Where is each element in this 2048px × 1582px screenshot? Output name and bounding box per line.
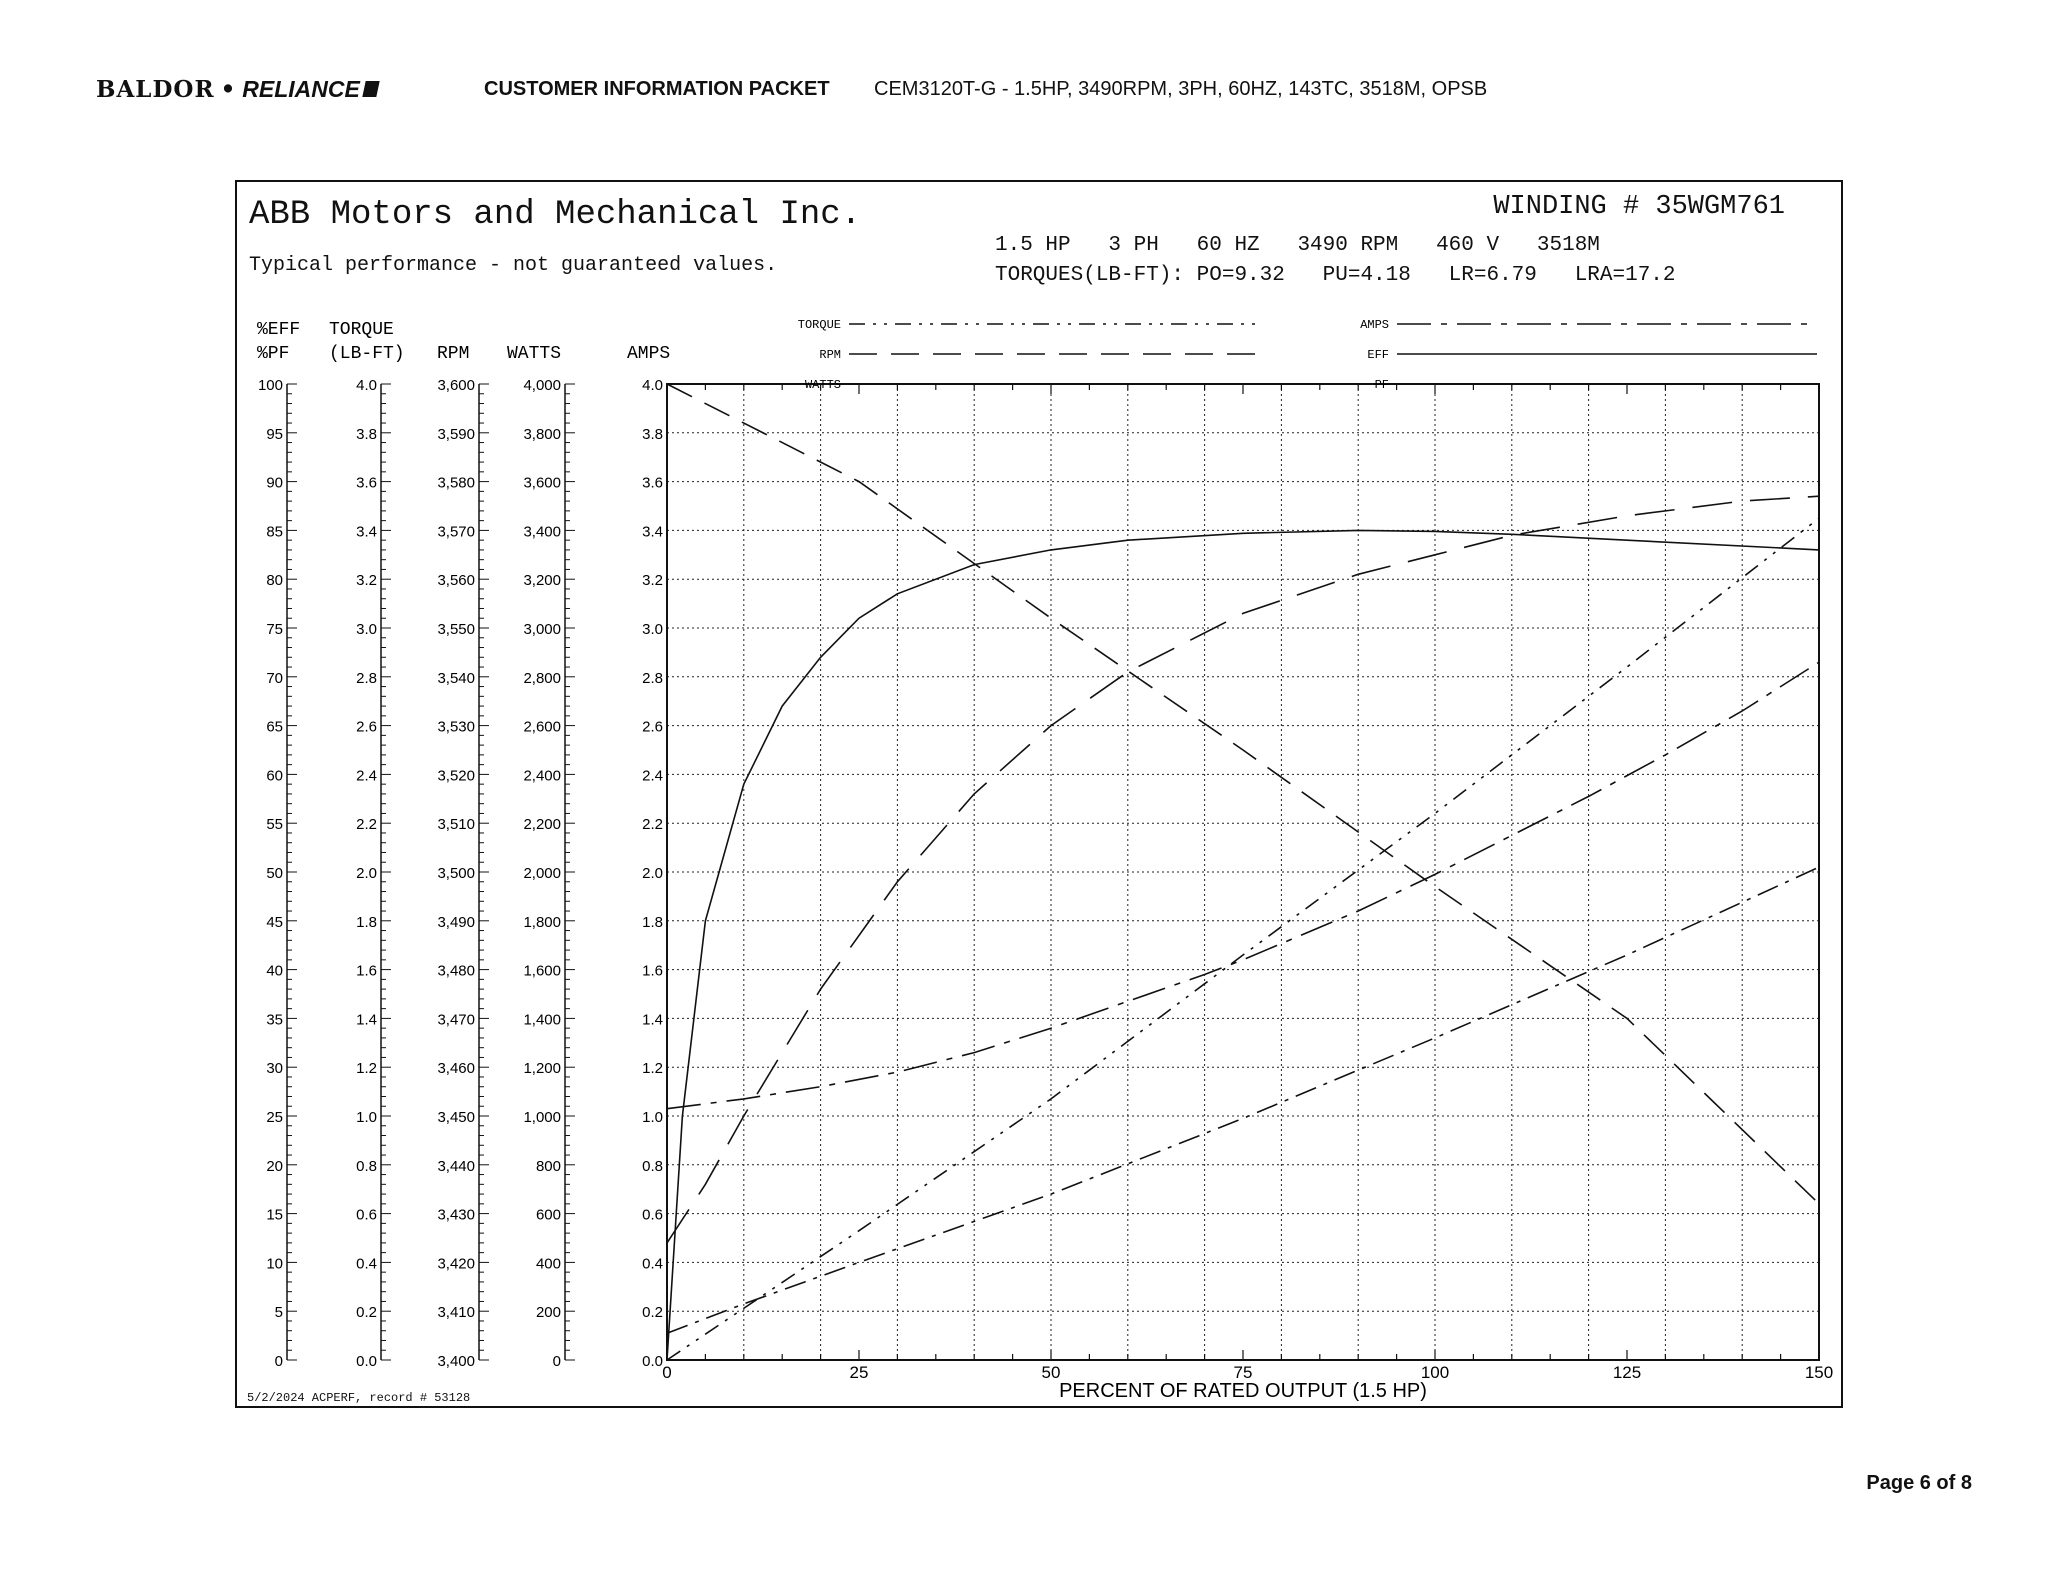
scale-label-eff: 75 xyxy=(266,621,283,638)
brand-reliance: RELIANCE xyxy=(242,75,360,102)
scale-label-rpm: 3,540 xyxy=(437,669,475,687)
scale-label-rpm: 3,600 xyxy=(437,377,475,394)
scale-label-rpm: 3,530 xyxy=(437,718,475,736)
scale-label-rpm: 3,460 xyxy=(437,1060,475,1078)
scale-label-eff: 90 xyxy=(266,474,283,492)
scale-label-eff: 85 xyxy=(266,523,283,541)
scale-label-rpm: 3,570 xyxy=(437,523,475,541)
scale-label-torque: 0.4 xyxy=(356,1255,377,1273)
scale-label-watts: 3,600 xyxy=(523,474,561,492)
scale-label-eff: 30 xyxy=(266,1060,283,1078)
scale-label-watts: 400 xyxy=(535,1255,561,1273)
x-tick-label: 25 xyxy=(849,1363,869,1382)
x-tick-label: 150 xyxy=(1804,1363,1834,1382)
scale-label-torque: 3.0 xyxy=(356,621,377,638)
scale-label-watts: 2,600 xyxy=(523,718,561,736)
scale-label-torque: 1.4 xyxy=(356,1011,377,1029)
scale-label-amps: 3.0 xyxy=(642,621,663,638)
scale-label-eff: 60 xyxy=(266,767,283,785)
scale-label-rpm: 3,480 xyxy=(437,962,475,980)
scale-label-watts: 1,200 xyxy=(523,1060,561,1078)
scale-label-eff: 45 xyxy=(266,913,283,931)
scale-label-amps: 0.0 xyxy=(642,1353,663,1370)
scale-label-torque: 1.0 xyxy=(356,1109,377,1126)
scale-label-amps: 0.6 xyxy=(642,1206,663,1224)
scale-label-torque: 2.8 xyxy=(356,669,377,687)
scale-label-amps: 3.4 xyxy=(642,523,663,541)
scale-header-rpm: RPM xyxy=(437,344,470,364)
scale-label-eff: 20 xyxy=(266,1157,283,1175)
series-amps-line xyxy=(667,662,1819,1108)
scale-label-rpm: 3,560 xyxy=(437,572,475,590)
scale-label-rpm: 3,440 xyxy=(437,1157,475,1175)
winding-number: WINDING # 35WGM761 xyxy=(1493,192,1785,222)
scale-label-torque: 3.4 xyxy=(356,523,377,541)
scale-label-torque: 2.6 xyxy=(356,718,377,736)
scale-label-watts: 200 xyxy=(535,1304,561,1322)
scale-label-torque: 2.2 xyxy=(356,816,377,834)
scale-label-torque: 1.6 xyxy=(356,962,377,980)
scale-label-amps: 1.6 xyxy=(642,962,663,980)
x-axis-title: PERCENT OF RATED OUTPUT (1.5 HP) xyxy=(1059,1380,1427,1402)
scale-label-eff: 70 xyxy=(266,669,283,687)
scale-label-eff: 0 xyxy=(274,1353,283,1370)
scale-label-rpm: 3,410 xyxy=(437,1304,475,1322)
scale-label-rpm: 3,490 xyxy=(437,913,475,931)
typical-note: Typical performance - not guaranteed values. xyxy=(249,254,778,277)
scale-label-torque: 3.2 xyxy=(356,572,377,590)
scale-label-amps: 3.8 xyxy=(642,425,663,443)
packet-title: CUSTOMER INFORMATION PACKET xyxy=(484,77,830,100)
scale-label-torque: 0.0 xyxy=(356,1353,377,1370)
scale-label-amps: 3.6 xyxy=(642,474,663,492)
scale-label-watts: 800 xyxy=(535,1157,561,1175)
scale-label-amps: 2.8 xyxy=(642,669,663,687)
x-tick-label: 125 xyxy=(1612,1363,1642,1382)
scale-label-eff: 95 xyxy=(266,425,283,443)
scale-label-amps: 1.2 xyxy=(642,1060,663,1078)
scale-label-watts: 600 xyxy=(535,1206,561,1224)
scale-label-rpm: 3,500 xyxy=(437,865,475,882)
scale-label-torque: 1.8 xyxy=(356,913,377,931)
x-tick-label: 0 xyxy=(662,1363,672,1382)
series-rpm-line xyxy=(667,384,1819,1204)
scale-label-watts: 2,400 xyxy=(523,767,561,785)
brand-baldor: BALDOR xyxy=(96,75,215,103)
record-note: 5/2/2024 ACPERF, record # 53128 xyxy=(247,1391,471,1405)
legend-label-torque: TORQUE xyxy=(797,318,841,332)
scale-label-rpm: 3,550 xyxy=(437,621,475,638)
scale-label-watts: 3,400 xyxy=(523,523,561,541)
model-line: CEM3120T-G - 1.5HP, 3490RPM, 3PH, 60HZ, 143TC, 3518M, OPSB xyxy=(874,77,1488,100)
scale-label-amps: 1.0 xyxy=(642,1109,663,1126)
performance-chart-panel xyxy=(235,180,1843,1408)
scale-label-watts: 1,600 xyxy=(523,962,561,980)
scale-label-torque: 4.0 xyxy=(356,377,377,394)
scale-header-torque: (LB-FT) xyxy=(329,344,405,364)
scale-label-watts: 2,800 xyxy=(523,669,561,687)
scale-label-amps: 2.6 xyxy=(642,718,663,736)
company-name: ABB Motors and Mechanical Inc. xyxy=(249,196,862,234)
brand-mark-icon xyxy=(362,81,379,97)
brand-logo xyxy=(96,74,378,104)
scale-label-torque: 2.0 xyxy=(356,865,377,882)
scale-label-rpm: 3,520 xyxy=(437,767,475,785)
scale-label-rpm: 3,580 xyxy=(437,474,475,492)
x-tick-label: 100 xyxy=(1420,1363,1450,1382)
scale-label-watts: 2,200 xyxy=(523,816,561,834)
scale-header-eff: %PF xyxy=(257,344,290,364)
legend-label-amps: AMPS xyxy=(1360,318,1389,332)
series-watts-line xyxy=(667,867,1819,1333)
scale-header-watts: WATTS xyxy=(507,344,562,364)
scale-label-rpm: 3,510 xyxy=(437,816,475,834)
scale-label-rpm: 3,450 xyxy=(437,1109,475,1126)
scale-label-torque: 1.2 xyxy=(356,1060,377,1078)
scale-label-watts: 1,800 xyxy=(523,913,561,931)
legend-label-pf: PF xyxy=(1374,378,1389,392)
series-eff-line xyxy=(667,530,1819,1360)
scale-label-amps: 2.0 xyxy=(642,865,663,882)
scale-header-torque: TORQUE xyxy=(329,320,394,340)
scale-label-torque: 0.2 xyxy=(356,1304,377,1322)
x-tick-label: 75 xyxy=(1233,1363,1253,1382)
scale-label-watts: 3,200 xyxy=(523,572,561,590)
scale-header-eff: %EFF xyxy=(257,320,301,340)
scale-label-eff: 65 xyxy=(266,718,283,736)
scale-label-watts: 1,000 xyxy=(523,1109,561,1126)
scale-label-rpm: 3,420 xyxy=(437,1255,475,1273)
scale-label-eff: 100 xyxy=(257,377,283,394)
torque-values: TORQUES(LB-FT): PO=9.32 PU=4.18 LR=6.79 LRA=17.2 xyxy=(995,264,1676,287)
scale-label-amps: 0.4 xyxy=(642,1255,663,1273)
scale-label-watts: 4,000 xyxy=(523,377,561,394)
performance-chart xyxy=(237,182,1841,1406)
scale-label-eff: 15 xyxy=(266,1206,283,1224)
scale-label-torque: 3.6 xyxy=(356,474,377,492)
scale-label-eff: 80 xyxy=(266,572,283,590)
scale-label-amps: 2.4 xyxy=(642,767,663,785)
series-torque-line xyxy=(667,518,1819,1360)
scale-label-watts: 3,000 xyxy=(523,621,561,638)
series-pf-line xyxy=(667,496,1819,1243)
scale-label-amps: 1.4 xyxy=(642,1011,663,1029)
scale-label-eff: 40 xyxy=(266,962,283,980)
scale-label-eff: 35 xyxy=(266,1011,283,1029)
motor-specs: 1.5 HP 3 PH 60 HZ 3490 RPM 460 V 3518M xyxy=(995,234,1600,257)
x-tick-label: 50 xyxy=(1041,1363,1061,1382)
scale-label-rpm: 3,470 xyxy=(437,1011,475,1029)
scale-label-eff: 50 xyxy=(266,865,283,882)
scale-label-watts: 1,400 xyxy=(523,1011,561,1029)
scale-label-amps: 0.2 xyxy=(642,1304,663,1322)
scale-label-amps: 4.0 xyxy=(642,377,663,394)
legend-label-eff: EFF xyxy=(1367,348,1389,362)
scale-label-eff: 55 xyxy=(266,816,283,834)
scale-label-eff: 25 xyxy=(266,1109,283,1126)
brand-separator: • xyxy=(220,75,237,103)
legend-label-rpm: RPM xyxy=(819,348,841,362)
scale-label-eff: 5 xyxy=(274,1304,283,1322)
legend-label-watts: WATTS xyxy=(804,378,841,392)
scale-label-torque: 3.8 xyxy=(356,425,377,443)
scale-label-torque: 2.4 xyxy=(356,767,377,785)
scale-label-rpm: 3,590 xyxy=(437,425,475,443)
scale-header-amps: AMPS xyxy=(627,344,671,364)
scale-label-amps: 3.2 xyxy=(642,572,663,590)
scale-label-watts: 2,000 xyxy=(523,865,561,882)
scale-label-rpm: 3,400 xyxy=(437,1353,475,1370)
scale-label-amps: 2.2 xyxy=(642,816,663,834)
scale-label-amps: 1.8 xyxy=(642,913,663,931)
scale-label-torque: 0.8 xyxy=(356,1157,377,1175)
scale-label-watts: 3,800 xyxy=(523,425,561,443)
scale-label-eff: 10 xyxy=(266,1255,283,1273)
scale-label-amps: 0.8 xyxy=(642,1157,663,1175)
scale-label-rpm: 3,430 xyxy=(437,1206,475,1224)
scale-label-torque: 0.6 xyxy=(356,1206,377,1224)
scale-label-watts: 0 xyxy=(552,1353,561,1370)
page-number: Page 6 of 8 xyxy=(1866,1472,1972,1494)
